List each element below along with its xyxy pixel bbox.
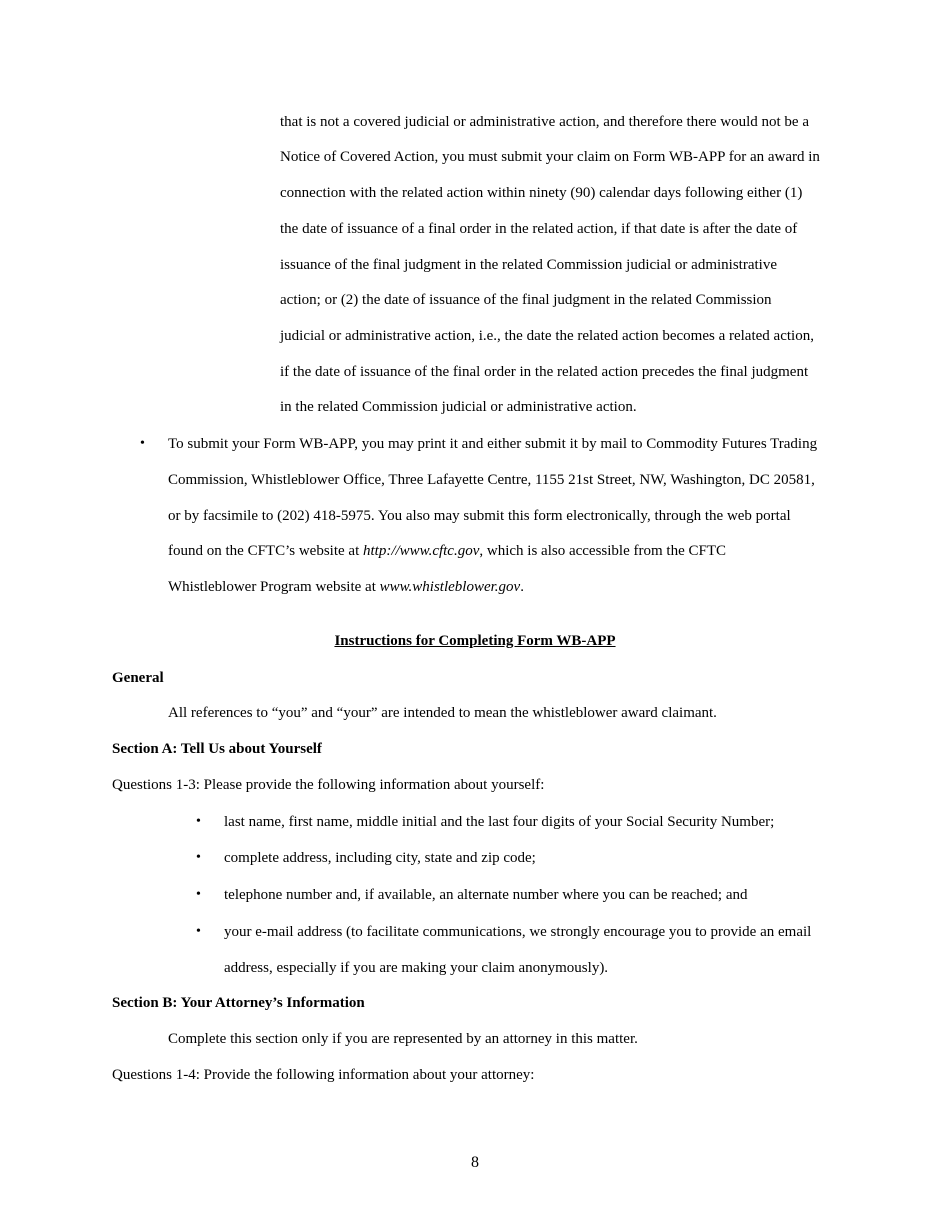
cftc-website-link[interactable]: http://www.cftc.gov — [363, 543, 480, 559]
section-b-text: Complete this section only if you are represented by an attorney in this matter. — [168, 1031, 638, 1047]
section-a-intro: Questions 1-3: Please provide the following information about yourself: — [112, 777, 545, 793]
bullet-icon: • — [140, 436, 145, 451]
general-heading: General — [112, 670, 164, 686]
section-b-intro: Questions 1-4: Provide the following information about your attorney: — [112, 1067, 535, 1083]
submit-line: To submit your Form WB-APP, you may print it and either submit it by mail to Commodity Futures Trading — [168, 436, 818, 452]
section-a-heading: Section A: Tell Us about Yourself — [112, 741, 322, 757]
bullet-icon: • — [196, 924, 201, 939]
submit-line: Whistleblower Program website at www.whistleblower.gov. — [168, 579, 524, 595]
whistleblower-website-link[interactable]: www.whistleblower.gov — [379, 579, 521, 595]
instructions-title: Instructions for Completing Form WB-APP — [334, 633, 616, 649]
paragraph-line: the date of issuance of a final order in the related action, if that date is after the date of — [280, 221, 798, 237]
list-item: last name, first name, middle initial and the last four digits of your Social Security Number; — [224, 814, 775, 830]
page-number: 8 — [471, 1154, 479, 1171]
bullet-icon: • — [196, 887, 201, 902]
paragraph-line: judicial or administrative action, i.e., the date the related action becomes a related action, — [280, 328, 814, 344]
submit-line: Commission, Whistleblower Office, Three Lafayette Centre, 1155 21st Street, NW, Washington, DC 20581, — [168, 472, 815, 488]
section-b-heading: Section B: Your Attorney’s Information — [112, 995, 365, 1011]
paragraph-line: action; or (2) the date of issuance of the final judgment in the related Commission — [280, 292, 772, 308]
submit-line: or by facsimile to (202) 418-5975. You also may submit this form electronically, through the web portal — [168, 508, 791, 524]
paragraph-line: that is not a covered judicial or administrative action, and therefore there would not be a — [280, 114, 809, 130]
paragraph-line: issuance of the final judgment in the related Commission judicial or administrative — [280, 257, 777, 273]
list-item: your e-mail address (to facilitate communications, we strongly encourage you to provide an email — [224, 924, 812, 940]
paragraph-line: Notice of Covered Action, you must submit your claim on Form WB-APP for an award in — [280, 149, 820, 165]
general-text: All references to “you” and “your” are intended to mean the whistleblower award claimant. — [168, 705, 717, 721]
bullet-icon: • — [196, 814, 201, 829]
paragraph-line: in the related Commission judicial or administrative action. — [280, 399, 637, 415]
paragraph-line: connection with the related action within ninety (90) calendar days following either (1) — [280, 185, 803, 201]
list-item: telephone number and, if available, an alternate number where you can be reached; and — [224, 887, 748, 903]
list-item-continuation: address, especially if you are making your claim anonymously). — [224, 960, 609, 976]
bullet-icon: • — [196, 850, 201, 865]
list-item: complete address, including city, state and zip code; — [224, 850, 536, 866]
paragraph-line: if the date of issuance of the final order in the related action precedes the final judgment — [280, 364, 809, 380]
submit-line: found on the CFTC’s website at http://www.cftc.gov, which is also accessible from the CFTC — [168, 543, 726, 559]
